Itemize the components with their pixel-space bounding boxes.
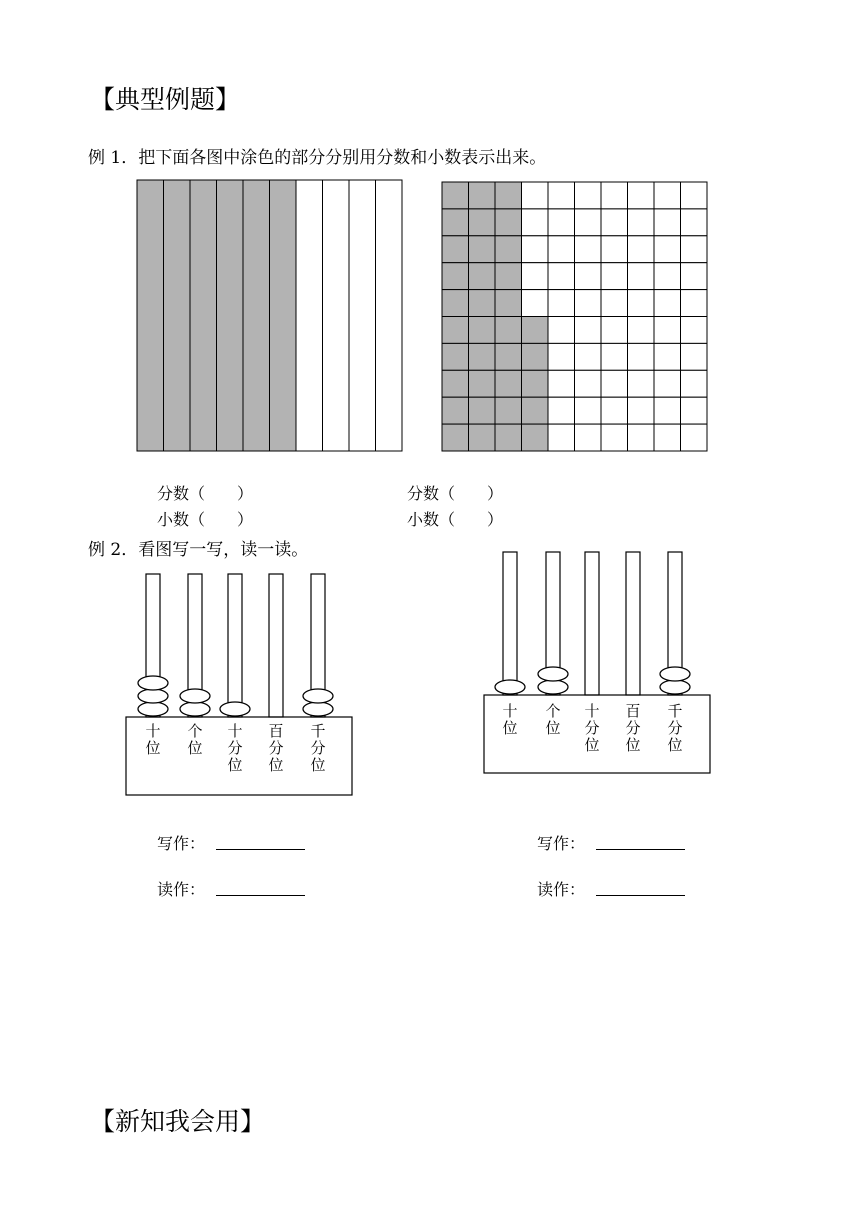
section-title-new-knowledge: 【新知我会用】 — [90, 1107, 266, 1136]
left-fraction-answer: 分数（ ） — [157, 484, 254, 503]
strip-column-shaded — [190, 180, 217, 451]
grid-cell — [681, 182, 708, 209]
left-write-blank[interactable] — [216, 849, 305, 850]
grid-cell — [628, 343, 655, 370]
grid-cell — [522, 209, 549, 236]
grid-cell — [522, 182, 549, 209]
grid-cell-shaded — [495, 209, 522, 236]
grid-cell — [548, 397, 575, 424]
grid-cell — [681, 370, 708, 397]
grid-cell — [548, 209, 575, 236]
abacus-rod-label: 位 — [310, 756, 326, 774]
grid-cell — [548, 236, 575, 263]
strip-column — [376, 180, 403, 451]
grid-cell — [575, 236, 602, 263]
abacus-rod-label: 位 — [545, 719, 561, 737]
grid-cell-shaded — [522, 370, 549, 397]
grid-cell — [681, 317, 708, 344]
grid-cell-shaded — [495, 424, 522, 451]
grid-cell — [628, 317, 655, 344]
abacus-rod-label: 位 — [502, 719, 518, 737]
grid-cell-shaded — [522, 397, 549, 424]
abacus-rod-label: 个 — [545, 702, 561, 720]
abacus-bead — [180, 702, 210, 716]
grid-cell — [654, 290, 681, 317]
grid-cell — [681, 397, 708, 424]
abacus-bead — [538, 680, 568, 694]
abacus-rod-label: 位 — [227, 756, 243, 774]
grid-cell — [548, 424, 575, 451]
grid-cell-shaded — [469, 370, 496, 397]
grid-cell — [681, 209, 708, 236]
grid-cell-shaded — [442, 370, 469, 397]
abacus-rod-label: 百 — [268, 722, 284, 740]
grid-cell — [654, 317, 681, 344]
grid-cell — [575, 290, 602, 317]
abacus-rod-label: 位 — [584, 736, 600, 754]
abacus-rod — [585, 552, 599, 695]
grid-cell — [601, 424, 628, 451]
abacus-bead — [138, 702, 168, 716]
abacus-rod-label: 分 — [227, 739, 243, 757]
strip-column-shaded — [164, 180, 191, 451]
grid-cell-shaded — [469, 263, 496, 290]
strip-column-shaded — [270, 180, 297, 451]
strip-column-shaded — [243, 180, 270, 451]
grid-cell — [601, 182, 628, 209]
grid-cell — [654, 236, 681, 263]
grid-cell-shaded — [495, 370, 522, 397]
grid-cell — [628, 370, 655, 397]
right-decimal-answer: 小数（ ） — [407, 510, 504, 529]
grid-cell — [575, 370, 602, 397]
abacus-bead — [303, 702, 333, 716]
grid-cell-shaded — [469, 424, 496, 451]
abacus-rod-label: 千 — [310, 722, 326, 740]
grid-cell-shaded — [442, 182, 469, 209]
abacus-right — [484, 552, 710, 773]
abacus-rod-label: 十 — [145, 722, 161, 740]
grid-cell — [575, 424, 602, 451]
grid-cell-shaded — [522, 424, 549, 451]
abacus-bead — [660, 667, 690, 681]
grid-cell — [548, 343, 575, 370]
grid-cell — [681, 424, 708, 451]
grid-cell-shaded — [469, 290, 496, 317]
grid-cell-shaded — [442, 317, 469, 344]
abacus-rod — [228, 574, 242, 717]
grid-cell — [628, 290, 655, 317]
grid-cell — [575, 263, 602, 290]
grid-cell — [575, 397, 602, 424]
grid-cell-shaded — [442, 424, 469, 451]
grid-cell-shaded — [469, 317, 496, 344]
abacus-bead — [660, 680, 690, 694]
grid-cell-shaded — [469, 397, 496, 424]
abacus-rod-label: 分 — [584, 719, 600, 737]
grid-cell-shaded — [495, 397, 522, 424]
left-decimal-answer: 小数（ ） — [157, 510, 254, 529]
hundred-grid-figure — [442, 182, 707, 451]
grid-cell — [575, 182, 602, 209]
grid-cell — [628, 236, 655, 263]
grid-cell — [548, 317, 575, 344]
grid-cell — [654, 424, 681, 451]
strip-column — [349, 180, 376, 451]
grid-cell — [681, 263, 708, 290]
grid-cell-shaded — [442, 343, 469, 370]
grid-cell — [548, 370, 575, 397]
grid-cell-shaded — [522, 343, 549, 370]
abacus-rod-label: 位 — [187, 739, 203, 757]
grid-cell — [548, 290, 575, 317]
grid-cell-shaded — [522, 317, 549, 344]
right-write-label: 写作： — [537, 834, 586, 853]
abacus-rod-label: 个 — [187, 722, 203, 740]
grid-cell-shaded — [495, 343, 522, 370]
abacus-rod-label: 位 — [145, 739, 161, 757]
abacus-rod-label: 十 — [584, 702, 600, 720]
abacus-bead — [138, 676, 168, 690]
grid-cell-shaded — [495, 236, 522, 263]
strip-column-shaded — [217, 180, 244, 451]
grid-cell — [628, 182, 655, 209]
grid-cell — [601, 236, 628, 263]
grid-cell — [628, 209, 655, 236]
right-read-blank[interactable] — [596, 895, 685, 896]
grid-cell — [654, 182, 681, 209]
grid-cell — [548, 263, 575, 290]
right-write-blank[interactable] — [596, 849, 685, 850]
example1-prompt: 例 1．把下面各图中涂色的部分分别用分数和小数表示出来。 — [88, 148, 547, 168]
abacus-bead — [538, 667, 568, 681]
grid-cell-shaded — [495, 263, 522, 290]
strip-column — [296, 180, 323, 451]
grid-cell-shaded — [442, 263, 469, 290]
strip-column-shaded — [137, 180, 164, 451]
grid-cell-shaded — [442, 397, 469, 424]
grid-cell-shaded — [442, 236, 469, 263]
example2-prompt: 例 2．看图写一写，读一读。 — [88, 540, 309, 560]
abacus-rod-label: 位 — [268, 756, 284, 774]
abacus-bead — [138, 689, 168, 703]
left-read-label: 读作： — [157, 880, 206, 899]
grid-cell — [601, 343, 628, 370]
left-read-blank[interactable] — [216, 895, 305, 896]
right-fraction-answer: 分数（ ） — [407, 484, 504, 503]
strip-column — [323, 180, 350, 451]
abacus-bead — [220, 702, 250, 716]
grid-cell — [522, 290, 549, 317]
grid-cell — [654, 263, 681, 290]
grid-cell-shaded — [469, 236, 496, 263]
grid-cell — [681, 236, 708, 263]
strip-figure — [137, 180, 402, 451]
grid-cell — [522, 263, 549, 290]
abacus-rod-label: 位 — [625, 736, 641, 754]
grid-cell — [548, 182, 575, 209]
abacus-rod-label: 十 — [227, 722, 243, 740]
grid-cell-shaded — [442, 290, 469, 317]
abacus-rod — [626, 552, 640, 695]
abacus-rod-label: 分 — [625, 719, 641, 737]
grid-cell — [654, 397, 681, 424]
abacus-bead — [180, 689, 210, 703]
grid-cell — [575, 209, 602, 236]
grid-cell-shaded — [495, 317, 522, 344]
grid-cell — [601, 397, 628, 424]
grid-cell-shaded — [442, 209, 469, 236]
grid-cell — [575, 343, 602, 370]
grid-cell — [654, 370, 681, 397]
abacus-bead — [495, 680, 525, 694]
grid-cell — [628, 397, 655, 424]
grid-cell — [601, 290, 628, 317]
grid-cell — [601, 263, 628, 290]
grid-cell — [601, 317, 628, 344]
abacus-rod-label: 十 — [502, 702, 518, 720]
abacus-rod — [503, 552, 517, 695]
grid-cell — [681, 290, 708, 317]
abacus-rod-label: 千 — [667, 702, 683, 720]
abacus-left — [126, 574, 352, 795]
abacus-rod-label: 位 — [667, 736, 683, 754]
abacus-rod-label: 百 — [625, 702, 641, 720]
abacus-rod — [269, 574, 283, 717]
grid-cell-shaded — [495, 182, 522, 209]
grid-cell — [628, 424, 655, 451]
grid-cell — [654, 209, 681, 236]
abacus-rod-label: 分 — [667, 719, 683, 737]
grid-cell — [654, 343, 681, 370]
abacus-rod-label: 分 — [268, 739, 284, 757]
right-read-label: 读作： — [537, 880, 586, 899]
grid-cell — [601, 209, 628, 236]
abacus-rod-label: 分 — [310, 739, 326, 757]
grid-cell-shaded — [495, 290, 522, 317]
section-title-typical-examples: 【典型例题】 — [90, 85, 241, 114]
left-write-label: 写作： — [157, 834, 206, 853]
grid-cell-shaded — [469, 209, 496, 236]
grid-cell — [628, 263, 655, 290]
abacus-bead — [303, 689, 333, 703]
grid-cell — [681, 343, 708, 370]
grid-cell-shaded — [469, 343, 496, 370]
grid-cell — [522, 236, 549, 263]
grid-cell-shaded — [469, 182, 496, 209]
grid-cell — [601, 370, 628, 397]
grid-cell — [575, 317, 602, 344]
